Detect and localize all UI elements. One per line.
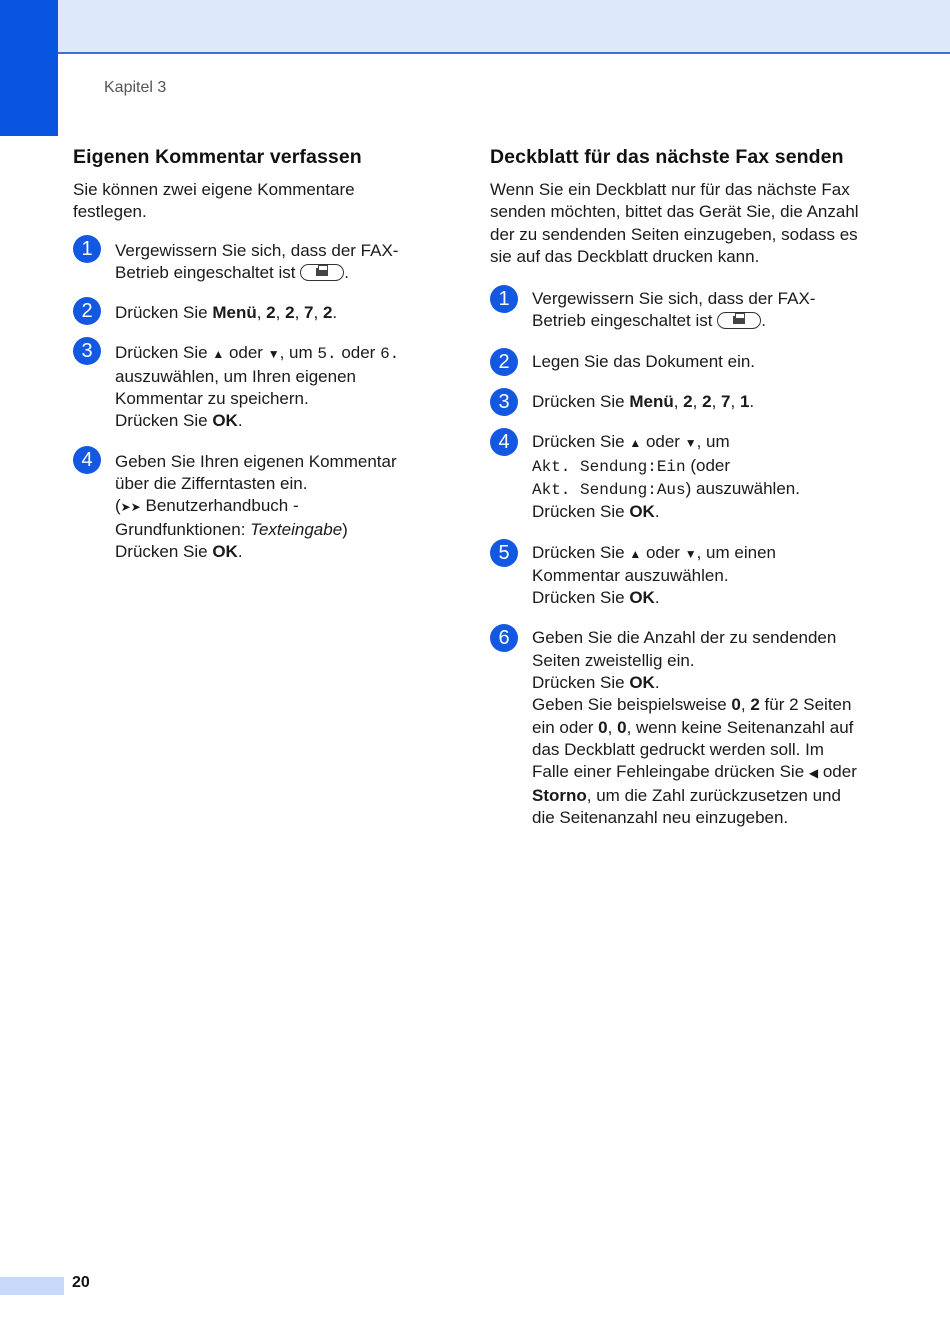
step-text: Benutzerhandbuch - Grundfunktionen:: [115, 496, 299, 539]
step-text: Drücken Sie: [532, 502, 630, 522]
step-number: 1: [73, 235, 101, 263]
step-text: auszuwählen, um Ihren eigenen Kommentar zu speichern.: [115, 366, 356, 409]
step-text: , wenn keine Seitenanzahl auf das Deckblatt gedruckt werden soll. Im Falle einer Fehleingabe drücken Sie: [532, 717, 854, 782]
display-option: Akt. Sendung:Ein: [532, 457, 686, 476]
key-menu: Menü: [212, 303, 257, 323]
step-number: 3: [73, 337, 101, 365]
key: 2: [285, 303, 295, 323]
step-text: Geben Sie Ihren eigenen Kommentar über die Zifferntasten ein.: [115, 451, 397, 493]
key-ok: OK: [629, 502, 655, 522]
sep: ,: [740, 695, 751, 715]
punct: .: [761, 311, 766, 331]
step-text: Legen Sie das Dokument ein.: [532, 351, 756, 371]
header-band: [0, 0, 950, 54]
step-text: , um: [279, 343, 318, 363]
fax-mode-icon: [300, 264, 344, 281]
sep: ,: [607, 717, 618, 737]
reference-icon: ➤➤: [120, 500, 141, 515]
page-number: 20: [72, 1274, 90, 1291]
arrow-down-icon: ▼: [684, 436, 697, 451]
step-text: Drücken Sie: [115, 411, 213, 431]
reference-topic: Texteingabe: [250, 519, 343, 539]
step-3: [73, 342, 433, 432]
step-text: oder: [641, 432, 685, 452]
step-text: ) auszuwählen.: [685, 478, 800, 498]
step-number: 1: [490, 285, 518, 313]
step-text: oder: [336, 343, 381, 363]
display-option: 6.: [380, 345, 400, 364]
key-ok: OK: [212, 541, 238, 561]
sep: ,: [730, 392, 740, 412]
arrow-left-icon: ◀: [808, 766, 819, 781]
key: 2: [702, 392, 712, 412]
punct: .: [237, 541, 243, 561]
punct: .: [654, 673, 660, 693]
step-text: , um die Zahl zurückzusetzen und die Seitenanzahl neu einzugeben.: [532, 785, 841, 827]
sep: ,: [711, 392, 722, 412]
step-text: Drücken Sie: [115, 541, 213, 561]
step-text: Drücken Sie: [115, 343, 213, 363]
arrow-down-icon: ▼: [267, 347, 280, 362]
step-2: [490, 351, 860, 373]
step-text: Drücken Sie: [532, 588, 630, 608]
punct: .: [237, 411, 243, 431]
step-text: oder: [818, 762, 857, 782]
left-column: [73, 146, 433, 581]
section-title: Eigenen Kommentar verfassen: [73, 146, 362, 168]
sep: ,: [256, 303, 267, 323]
key: 1: [739, 392, 750, 412]
arrow-down-icon: ▼: [684, 546, 697, 561]
step-4: [490, 431, 860, 523]
punct: .: [749, 392, 755, 412]
step-1: [490, 288, 860, 333]
key: 0: [617, 717, 627, 737]
sep: ,: [673, 392, 684, 412]
key: 7: [721, 392, 731, 412]
step-3: [490, 391, 860, 413]
step-number: 5: [490, 539, 518, 567]
step-text: Geben Sie die Anzahl der zu sendenden Seiten zweistellig ein.: [532, 628, 837, 670]
step-text: (oder: [685, 455, 731, 475]
sep: ,: [275, 303, 286, 323]
key: 2: [750, 695, 760, 715]
key-menu: Menü: [629, 392, 674, 412]
step-text: Drücken Sie: [532, 542, 630, 562]
step-text: für 2 Seiten ein oder: [532, 695, 852, 737]
section-intro: Sie können zwei eigene Kommentare festlegen.: [73, 180, 355, 222]
arrow-up-icon: ▲: [629, 546, 642, 561]
punct: .: [654, 502, 660, 522]
step-text: Vergewissern Sie sich, dass der FAX-Betrieb eingeschaltet ist: [115, 240, 399, 282]
step-text: Vergewissern Sie sich, dass der FAX-Betrieb eingeschaltet ist: [532, 289, 816, 331]
fax-mode-icon: [717, 312, 761, 329]
display-option: 5.: [317, 345, 337, 364]
step-number: 4: [490, 428, 518, 456]
step-text: oder: [224, 343, 268, 363]
chapter-tab: [0, 0, 58, 136]
key: 0: [731, 695, 741, 715]
punct: .: [332, 303, 338, 323]
punct: .: [344, 262, 349, 282]
step-text: Drücken Sie: [115, 303, 213, 323]
right-column: [490, 146, 860, 847]
step-number: 3: [490, 388, 518, 416]
key: 7: [304, 303, 314, 323]
step-number: 6: [490, 624, 518, 652]
chapter-label: Kapitel 3: [104, 79, 167, 96]
step-2: [73, 302, 433, 324]
key: 2: [322, 303, 333, 323]
key: 2: [683, 392, 693, 412]
arrow-up-icon: ▲: [629, 436, 642, 451]
key: 0: [598, 717, 608, 737]
sep: ,: [294, 303, 305, 323]
punct: .: [654, 588, 660, 608]
step-text: Geben Sie beispielsweise: [532, 695, 732, 715]
key-ok: OK: [629, 588, 655, 608]
step-text: oder: [641, 542, 685, 562]
punct: (: [115, 496, 121, 516]
step-text: , um: [696, 432, 730, 452]
step-text: Drücken Sie: [532, 673, 630, 693]
key-storno: Storno: [532, 785, 587, 805]
step-number: 2: [490, 348, 518, 376]
step-text: Drücken Sie: [532, 432, 630, 452]
step-4: [73, 448, 433, 563]
step-6: [490, 627, 860, 829]
sep: ,: [313, 303, 323, 323]
section-intro: Wenn Sie ein Deckblatt nur für das nächste Fax senden möchten, bittet das Gerät Sie, die Anzahl der zu sendenden Seiten einzugeben, sodass es sie auf das Deckblatt drucken kann.: [490, 180, 859, 266]
key: 2: [266, 303, 276, 323]
step-number: 2: [73, 297, 101, 325]
step-number: 4: [73, 446, 101, 474]
punct: ): [342, 519, 348, 539]
arrow-up-icon: ▲: [212, 347, 225, 362]
display-option: Akt. Sendung:Aus: [532, 480, 686, 499]
step-text: Drücken Sie: [532, 392, 630, 412]
section-title: Deckblatt für das nächste Fax senden: [490, 146, 844, 168]
footer-band: [0, 1277, 64, 1295]
step-text: , um einen Kommentar auszuwählen.: [532, 542, 776, 585]
sep: ,: [692, 392, 703, 412]
step-1: [73, 237, 433, 285]
key-ok: OK: [212, 411, 238, 431]
key-ok: OK: [629, 673, 655, 693]
step-5: [490, 542, 860, 610]
